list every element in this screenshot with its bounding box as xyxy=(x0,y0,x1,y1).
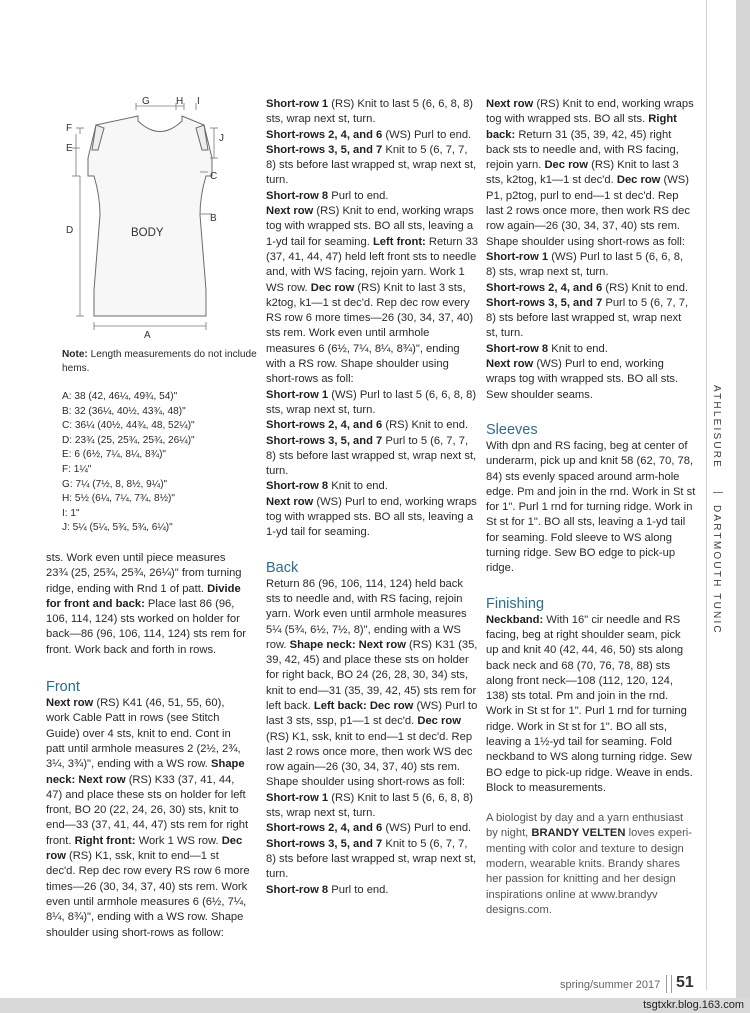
paragraph: Short-rows 3, 5, and 7 Knit to 5 (6, 7, 7, 8) sts before last wrapped st, wrap next st, turn. xyxy=(266,143,477,187)
tunic-schematic xyxy=(58,88,258,338)
designer-bio: A biologist by day and a yarn enthusiast by night, BRANDY VELTEN loves experi-menting with color and texture to design modern, wearable knits. Brandy shares her passion for knitting and her design inspirations online at www.brandyv designs.com. xyxy=(486,812,693,916)
paragraph: Short-row 8 Purl to end. xyxy=(266,189,389,202)
paragraph: Short-row 8 Knit to end. xyxy=(266,480,388,493)
dim-label-g: G xyxy=(142,96,150,107)
section-name: ATHLEISURE xyxy=(711,385,722,470)
paragraph: Next row (WS) Purl to end, working wraps tog with wrapped sts. BO all sts, leaving a 1-yd tail for seaming. xyxy=(266,495,477,539)
dim-label-e: E xyxy=(66,143,73,154)
heading-back: Back xyxy=(266,559,299,576)
measurement-item: H: 5½ (6¼, 7¼, 7¾, 8½)" xyxy=(62,493,175,505)
paragraph: Short-rows 3, 5, and 7 Purl to 5 (6, 7, 7, 8) sts before last wrapped st, wrap next st, turn. xyxy=(486,296,689,340)
paragraph: Next row (RS) K41 (46, 51, 55, 60), work Cable Patt in rows (see Stitch Guide) over 4 sts, knit to end. Cont in patt until armhole measures 2 (2½, 2¾, 3¼, 3¾)", ending with a WS row. Shape neck: Next row (RS) K33 (37, 41, 44, 47) and place these sts on holder for left front, BO 20 (22, 24, 26, 30) sts, knit to end—33 (37, 41, 44, 47) sts rem for right front. Right front: Work 1 WS row. Dec row (RS) K1, ssk, knit to end—1 st dec'd. Rep dec row every RS row 6 more times—26 (30, 34, 37, 40) sts rem. Work even until armhole measures 6 (6½, 7¼, 8¼, 8¾)", ending with a WS row. Shape shoulder using short-rows as follow: xyxy=(46,697,250,939)
heading-sleeves: Sleeves xyxy=(486,421,538,438)
measurement-item: A: 38 (42, 46¼, 49¾, 54)" xyxy=(62,391,178,402)
paragraph: Short-row 1 (RS) Knit to last 5 (6, 6, 8, 8) sts, wrap next st, turn. xyxy=(266,791,474,820)
dim-label-i: I xyxy=(197,96,200,107)
bottom-bar xyxy=(0,998,750,1013)
paragraph: Neckband: With 16" cir needle and RS facing, beg at right shoulder seam, pick up and knit 40 (42, 44, 46, 50) sts along back neck and 68 (70, 76, 78, 88) sts along front neck—108 (112, 120, 124, 138) sts total. Pm and join in the rnd. Work in St st for 1". Purl 1 rnd for turning ridge. Work in St st for 1". BO all sts, leaving a 1½-yd tail for seaming. Fold neckband to WS along turning ridge. Sew BO edge to pick-up ridge. Weave in ends. Block to measurements. xyxy=(486,613,693,794)
paragraph: Short-row 1 (WS) Purl to last 5 (6, 6, 8, 8) sts, wrap next st, turn. xyxy=(486,250,684,279)
paragraph: Short-rows 2, 4, and 6 (RS) Knit to end. xyxy=(486,281,689,294)
heading-front: Front xyxy=(46,679,80,696)
measurement-item: E: 6 (6½, 7¼, 8¼, 8¾)" xyxy=(62,449,167,461)
dim-label-c: C xyxy=(210,171,218,182)
paragraph: Short-rows 3, 5, and 7 Purl to 5 (6, 7, 7, 8) sts before last wrapped st, wrap next st, turn. xyxy=(266,434,477,478)
heading-finishing: Finishing xyxy=(486,595,545,612)
pattern-name: DARTMOUTH TUNIC xyxy=(711,505,722,635)
dim-label-h: H xyxy=(176,96,184,107)
note-text: Length measurements do not include hems. xyxy=(62,349,257,375)
paragraph: Next row (RS) Knit to end, working wraps tog with wrapped sts. BO all sts, leaving a 1-yd tail for seaming. Left front: Return 33 (37, 41, 44, 47) held left front sts to needle and, with WS facing, rejoin yarn. Work 1 WS row. Dec row (RS) Knit to last 3 sts, k2tog, k1—1 st dec'd. Rep dec row every RS row 6 more times—26 (30, 34, 37, 40) sts rem. Work even until armhole measures 6 (6½, 7¼, 8¼, 8¾)", ending with a RS row. Shape shoulder using short-rows as foll: xyxy=(266,205,479,386)
issue-label: spring/summer 2017 xyxy=(560,979,661,991)
body-label: BODY xyxy=(131,227,164,239)
paragraph: Next row (RS) Knit to end, working wraps tog with wrapped sts. BO all sts. Right back: Return 31 (35, 39, 42, 45) right back sts to needle and, with RS facing, rejoin yarn. Dec row (RS) Knit to last 3 sts, k2tog, k1—1 st dec'd. Dec row (WS) P1, p2tog, purl to end—1 st dec'd. Rep last 2 rows once more, then work RS dec row again—26 (30, 34, 37, 40) sts rem. Shape shoulder using short-rows as foll: xyxy=(486,98,694,248)
sidebar-divider xyxy=(713,492,723,493)
paragraph: Short-rows 2, 4, and 6 (RS) Knit to end. xyxy=(266,419,469,432)
measurement-item: D: 23¾ (25, 25¾, 25¾, 26¼)" xyxy=(62,434,195,446)
designer-name: BRANDY VELTEN xyxy=(531,827,626,840)
paragraph: sts. Work even until piece measures 23¾ (25, 25¾, 25¾, 26¼)" from turning ridge, ending with Rnd 1 of patt. Divide for front and back: Place last 86 (96, 106, 114, 124) sts worked on holder for back—86 (96, 106, 114, 124) sts rem for front. Work back and forth in rows. xyxy=(46,552,247,656)
dim-label-b: B xyxy=(210,213,217,224)
measurement-item: F: 1¼" xyxy=(62,463,92,475)
paragraph: With dpn and RS facing, beg at center of underarm, pick up and knit 58 (62, 70, 78, 84) sts evenly spaced around arm-hole edge. Pm and join in the rnd. Work in St st for 1". Purl 1 rnd for turning ridge. Work in St st for 1". BO all sts, leaving a 1-yd tail for seaming. Fold sleeve to WS along turning ridge. Sew BO edge to pick-up ridge. xyxy=(486,439,696,575)
measurement-item: I: 1" xyxy=(62,507,80,519)
paragraph: Short-rows 3, 5, and 7 Knit to 5 (6, 7, 7, 8) sts before last wrapped st, wrap next st, turn. xyxy=(266,837,477,881)
paragraph: Short-row 8 Purl to end. xyxy=(266,883,389,896)
dim-label-a: A xyxy=(144,330,151,338)
paragraph: Return 86 (96, 106, 114, 124) held back sts to needle and, with RS facing, rejoin yarn. Work even until armhole measures 5¼ (5¾, 6½, 7½, 8)", ending with a WS row. Shape neck: Next row (RS) K31 (35, 39, 42, 45) and place these sts on holder for right back, BO 24 (26, 28, 30, 34) sts, knit to end—31 (35, 39, 42, 45) sts rem for left back. Left back: Dec row (WS) Purl to last 3 sts, ssp, p1—1 st dec'd. Dec row (RS) K1, ssk, knit to end—1 st dec'd. Rep last 2 rows once more, then work WS dec row again—26 (30, 34, 37, 40) sts rem. Shape shoulder using short-rows as foll: xyxy=(266,577,478,789)
watermark-credit: tsgtxkr.blog.163.com xyxy=(643,999,744,1011)
measurement-list xyxy=(62,390,262,536)
paragraph: Short-row 1 (RS) Knit to last 5 (6, 6, 8, 8) sts, wrap next st, turn. xyxy=(266,98,474,126)
text-column-3 xyxy=(486,97,696,918)
paragraph: Short-row 1 (WS) Purl to last 5 (6, 6, 8, 8) sts, wrap next st, turn. xyxy=(266,388,477,416)
measurement-item: G: 7¼ (7½, 8, 8½, 9¼)" xyxy=(62,478,168,490)
measurement-item: C: 36¼ (40½, 44¾, 48, 52¼)" xyxy=(62,420,195,432)
paragraph: Next row (WS) Purl to end, working wraps tog with wrapped sts. BO all sts. Sew shoulder seams. xyxy=(486,358,679,401)
paragraph: Short-row 8 Knit to end. xyxy=(486,342,608,355)
note-label: Note: xyxy=(62,349,88,360)
dim-label-f: F xyxy=(66,123,73,134)
footer-separator xyxy=(666,975,672,993)
text-column-1 xyxy=(46,551,250,941)
paragraph: Short-rows 2, 4, and 6 (WS) Purl to end. xyxy=(266,822,472,835)
section-sidebar xyxy=(706,0,731,990)
paragraph: Short-rows 2, 4, and 6 (WS) Purl to end. xyxy=(266,128,472,141)
measurement-item: B: 32 (36¼, 40½, 43¾, 48)" xyxy=(62,405,186,417)
measurement-item: J: 5¼ (5¼, 5¾, 5¾, 6¼)" xyxy=(62,522,173,534)
text-column-2 xyxy=(266,97,478,898)
dim-label-j: J xyxy=(219,133,224,144)
page-number: 51 xyxy=(676,974,694,991)
dim-label-d: D xyxy=(66,225,74,236)
body-outline xyxy=(88,116,212,316)
length-note xyxy=(62,348,262,377)
page-edge-strip xyxy=(736,0,750,1013)
